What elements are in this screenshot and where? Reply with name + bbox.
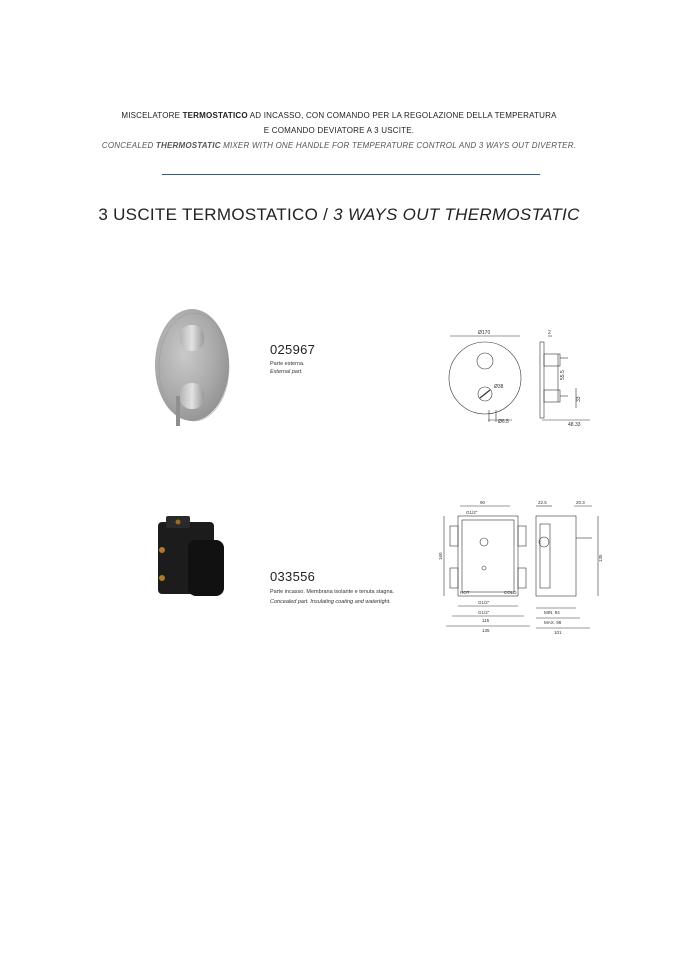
dim-135-bottom: 135 — [482, 628, 490, 633]
external-part-photo — [150, 305, 245, 430]
label-cold: COLD — [504, 590, 517, 595]
concealed-part-drawing — [440, 498, 605, 640]
header-divider — [162, 174, 540, 175]
dim-90: 90 — [480, 500, 486, 505]
product-desc-en-033556: Concealed part. Insulating coating and watertight. — [270, 599, 391, 605]
concealed-part-photo — [148, 512, 248, 604]
external-part-drawing — [440, 328, 600, 428]
header-en-post: MIXER WITH ONE HANDLE FOR TEMPERATURE CONTROL AND 3 WAYS OUT DIVERTER. — [220, 141, 577, 150]
dim-g1-2-bottom-1: G1/2" — [478, 600, 490, 605]
header-it-pre: MISCELATORE — [121, 111, 183, 120]
section-title-it: 3 USCITE TERMOSTATICO / — [98, 205, 334, 224]
dim-2: 2 — [548, 330, 551, 336]
section-title-en: 3 WAYS OUT THERMOSTATIC — [333, 205, 580, 224]
dim-g1-2-bottom-2: G1/2" — [478, 610, 490, 615]
header-italian-line1 — [0, 111, 678, 120]
header-it-bold: TERMOSTATICO — [182, 111, 248, 120]
label-hot: HOT — [460, 590, 470, 595]
header-en-bold: THERMOSTATIC — [155, 141, 221, 150]
dim-diameter-170: Ø170 — [478, 330, 491, 336]
dim-55-5: 55.5 — [560, 370, 566, 380]
product-code-025967: 025967 — [270, 342, 316, 357]
section-title — [0, 205, 678, 225]
dim-min-84: MIN. 84 — [544, 610, 560, 615]
dim-max-98: MAX. 98 — [544, 620, 562, 625]
dim-g1-2-top: G1/2" — [466, 510, 478, 515]
dim-101: 101 — [554, 630, 562, 635]
dim-115: 115 — [482, 618, 490, 623]
dim-diameter-38: Ø38 — [494, 384, 504, 390]
dim-20-3: 20.3 — [576, 500, 585, 505]
product-code-033556: 033556 — [270, 569, 316, 584]
header-it-post: AD INCASSO, CON COMANDO PER LA REGOLAZIONE DELLA TEMPERATURA — [247, 111, 557, 120]
dim-22-5: 22.5 — [538, 500, 547, 505]
dim-48-33: 48.33 — [568, 422, 581, 428]
product-desc-it-025967: Parte esterna. — [270, 361, 305, 367]
header-en-pre: CONCEALED — [101, 141, 156, 150]
dim-33: 33 — [576, 396, 582, 402]
product-desc-en-025967: External part. — [270, 369, 303, 375]
header-english-line — [0, 141, 678, 150]
product-desc-it-033556: Parte incasso. Membrana isolante e tenuta stagna. — [270, 589, 395, 595]
dim-160: 160 — [438, 552, 443, 560]
dim-135-side: 135 — [598, 554, 603, 562]
header-italian-line2: E COMANDO DEVIATORE A 3 USCITE. — [263, 126, 415, 135]
dim-diameter-6-5: Ø6.5 — [498, 419, 509, 425]
